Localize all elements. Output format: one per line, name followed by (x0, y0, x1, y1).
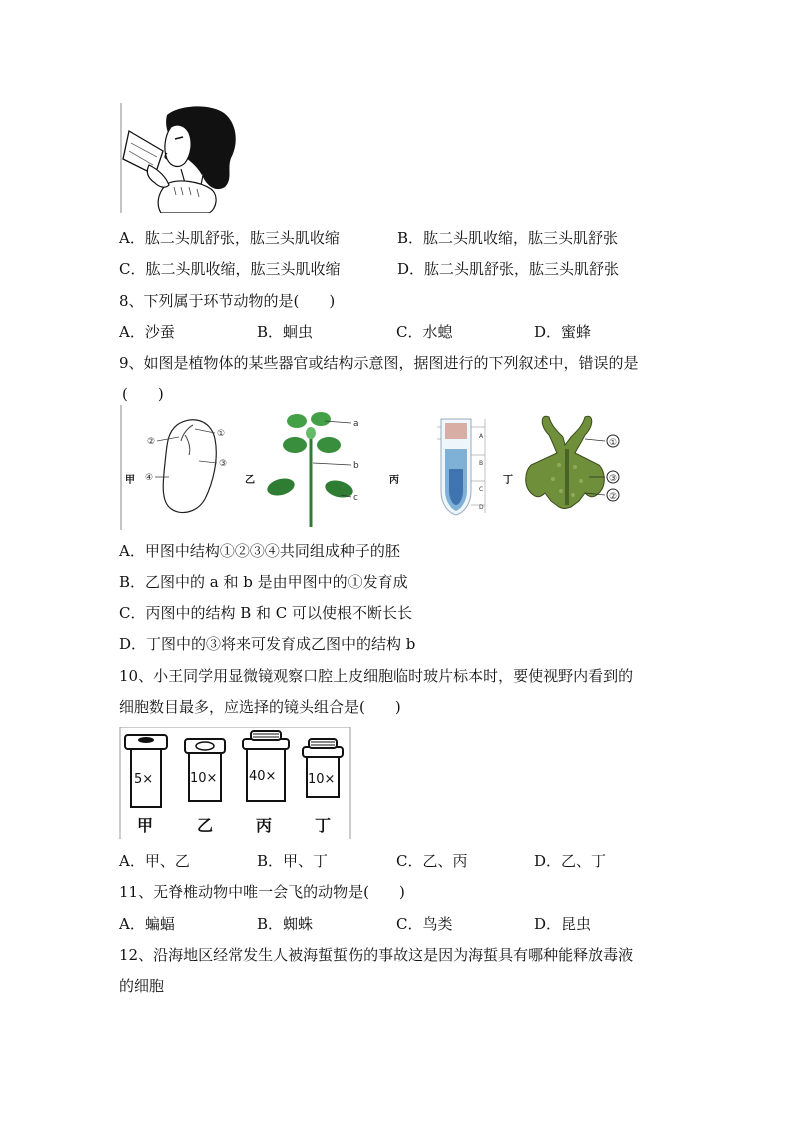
lens-jia (125, 735, 167, 835)
q7-option-a: A．肱二头肌舒张，肱三头肌收缩 (119, 229, 340, 247)
fig-label-d2: ② (609, 492, 618, 502)
microscope-lenses-figure (119, 727, 351, 839)
q9-option-b: B．乙图中的 a 和 b 是由甲图中的①发育成 (119, 573, 408, 591)
fig-label-c3: ③ (219, 459, 228, 469)
q8-option-c: C．水螅 (396, 323, 453, 341)
fig-label-d3: ③ (609, 474, 618, 484)
q7-option-b: B．肱二头肌收缩，肱三头肌舒张 (397, 229, 619, 247)
q8-stem: 8、下列属于环节动物的是( ) (119, 292, 336, 310)
q8-option-d: D．蜜蜂 (534, 323, 592, 341)
q10-stem-line1: 10、小王同学用显微镜观察口腔上皮细胞临时玻片标本时，要使视野内看到的 (119, 667, 634, 685)
fig-label-c4: ④ (145, 473, 154, 483)
fig-label-bing: 丙 (389, 475, 399, 486)
q10-option-d: D．乙、丁 (534, 852, 607, 870)
lens-bing (243, 731, 289, 835)
lens-jia-name: 甲 (137, 816, 154, 835)
q10-stem-line2: 细胞数目最多，应选择的镜头组合是( ) (119, 698, 401, 716)
fig-label-c2: ② (147, 437, 156, 447)
fig-label-B: B (479, 460, 484, 467)
q11-option-b: B．蜘蛛 (257, 915, 314, 933)
fig-label-d1: ① (609, 438, 618, 448)
lens-bing-name: 丙 (256, 816, 273, 835)
lens-jia-mag: 5× (134, 772, 154, 787)
fig-label-c: c (353, 493, 358, 503)
lens-yi-mag: 10× (190, 771, 218, 786)
q10-option-a: A．甲、乙 (119, 852, 190, 870)
fig-label-yi: 乙 (245, 475, 255, 486)
lens-bing-mag: 40× (249, 769, 277, 784)
fig-label-C: C (479, 486, 484, 493)
fig-label-jia: 甲 (125, 475, 135, 486)
q7-option-c: C．肱二头肌收缩，肱三头肌收缩 (119, 260, 341, 278)
q9-stem-line2: ( ) (122, 385, 164, 403)
lens-yi (185, 739, 225, 835)
q12-stem-line2: 的细胞 (119, 977, 165, 995)
fig-label-b: b (353, 461, 359, 471)
plant-structures-figure (119, 405, 639, 530)
q9-option-d: D．丁图中的③将来可发育成乙图中的结构 b (119, 635, 416, 653)
fig-label-D: D (479, 504, 484, 511)
q9-stem-line1: 9、如图是植物体的某些器官或结构示意图，据图进行的下列叙述中，错误的是 (119, 354, 639, 372)
lens-ding-name: 丁 (315, 816, 332, 835)
fig-label-ding: 丁 (503, 475, 513, 486)
q12-stem-line1: 12、沿海地区经常发生人被海蜇蜇伤的事故这是因为海蜇具有哪种能释放毒液 (119, 946, 634, 964)
q9-option-c: C．丙图中的结构 B 和 C 可以使根不断长长 (119, 604, 413, 622)
drinking-person-figure (119, 103, 244, 213)
q11-option-d: D．昆虫 (534, 915, 592, 933)
q11-option-c: C．鸟类 (396, 915, 453, 933)
lens-ding-mag: 10× (308, 772, 336, 787)
lens-yi-name: 乙 (197, 816, 214, 835)
q7-option-d: D．肱二头肌舒张，肱三头肌舒张 (397, 260, 620, 278)
q8-option-a: A．沙蚕 (119, 323, 175, 341)
fig-label-a: a (353, 419, 359, 429)
fig-label-c1: ① (217, 429, 226, 439)
q11-stem: 11、无脊椎动物中唯一会飞的动物是( ) (119, 883, 405, 901)
q10-option-b: B．甲、丁 (257, 852, 329, 870)
q9-option-a: A．甲图中结构①②③④共同组成种子的胚 (119, 542, 400, 560)
lens-ding (303, 739, 343, 835)
q10-option-c: C．乙、丙 (396, 852, 468, 870)
fig-label-A: A (479, 433, 484, 440)
q11-option-a: A．蝙蝠 (119, 915, 175, 933)
q8-option-b: B．蛔虫 (257, 323, 314, 341)
